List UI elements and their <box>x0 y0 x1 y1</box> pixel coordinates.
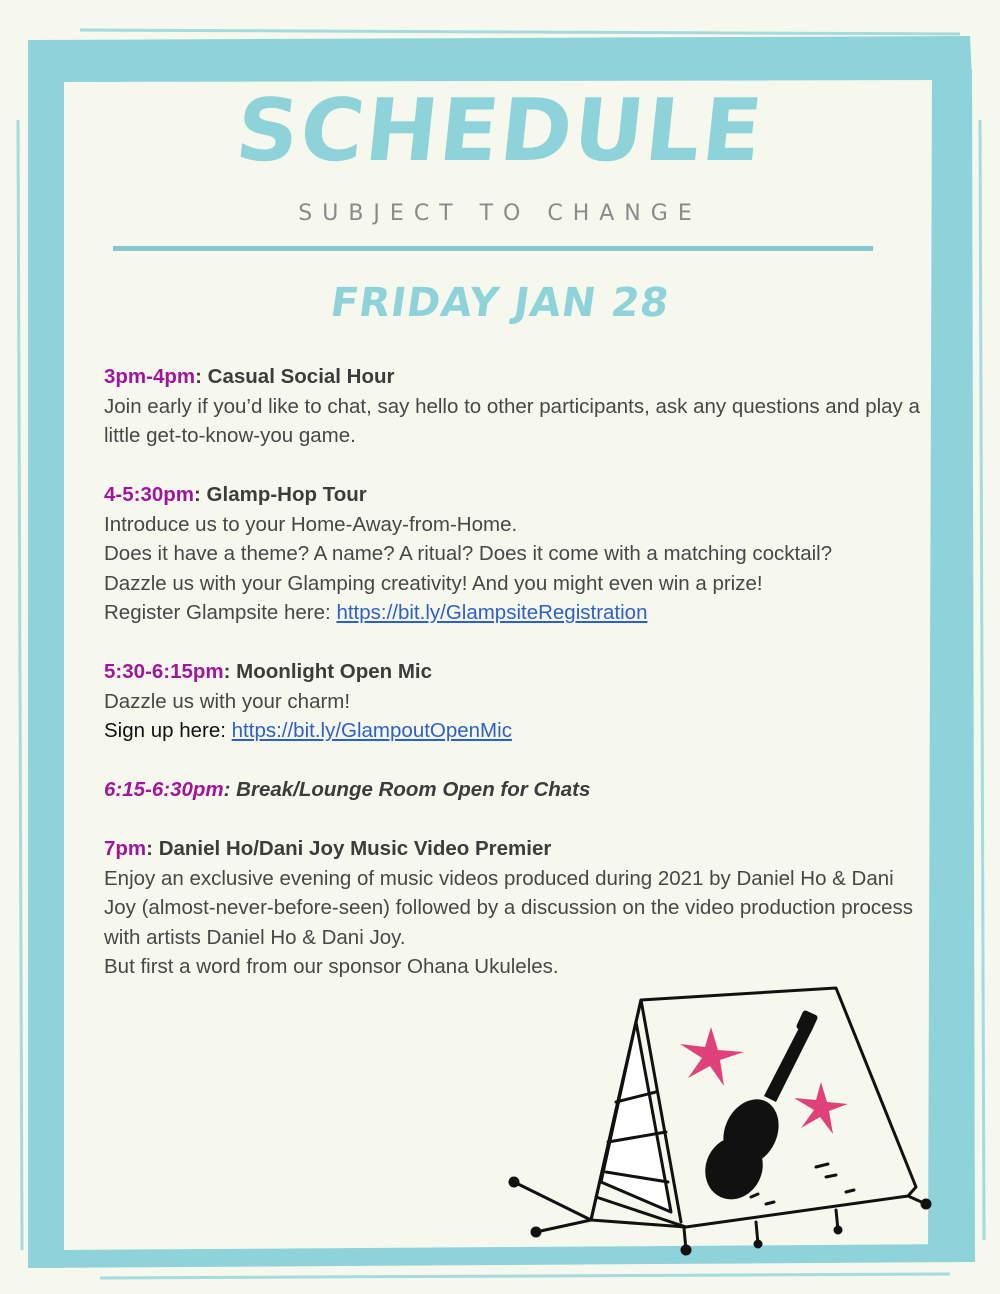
signup-line <box>104 716 924 746</box>
event-time: 5:30-6:15pm <box>104 660 224 683</box>
event-casual-social-hour <box>104 362 924 451</box>
event-time: 4-5:30pm <box>104 483 195 506</box>
event-title: Break/Lounge Room Open for Chats <box>236 778 591 801</box>
event-description-line: Introduce us to your Home-Away-from-Home. <box>104 512 518 536</box>
event-break-lounge <box>104 775 924 805</box>
event-music-video-premier <box>104 834 924 982</box>
event-description-line: Dazzle us with your Glamping creativity! And you might even win a prize! <box>104 571 763 595</box>
event-heading: 3pm-4pm: Casual Social Hour <box>104 365 395 388</box>
event-title: Glamp-Hop Tour <box>206 483 367 506</box>
page-title: SCHEDULE <box>231 81 769 181</box>
event-description-line: Enjoy an exclusive evening of music videos produced during 2021 by Daniel Ho & Dani Joy (almost-never-before-seen) followed by a discussion on the video production process with artists Daniel Ho & Dani Joy. <box>104 866 914 949</box>
day-heading: FRIDAY JAN 28 <box>327 280 673 326</box>
event-title: Casual Social Hour <box>207 365 395 388</box>
open-mic-signup-link[interactable]: https://bit.ly/GlampoutOpenMic <box>231 719 512 742</box>
title-divider <box>113 246 873 251</box>
event-description-line: Dazzle us with your charm! <box>104 689 351 713</box>
event-description-line: But first a word from our sponsor Ohana Ukuleles. <box>104 955 559 978</box>
event-moonlight-open-mic <box>104 657 924 746</box>
event-time: 7pm <box>104 837 147 860</box>
signup-prefix: Sign up here: <box>104 719 232 742</box>
registration-line <box>104 598 924 628</box>
event-heading: 5:30-6:15pm: Moonlight Open Mic <box>104 660 433 683</box>
event-description: Join early if you’d like to chat, say hello to other participants, ask any questions and play a little get-to-know-you game. <box>104 394 920 447</box>
glampsite-registration-link[interactable]: https://bit.ly/GlampsiteRegistration <box>336 601 648 624</box>
event-heading: 4-5:30pm: Glamp-Hop Tour <box>104 483 367 506</box>
schedule-list <box>104 362 924 1011</box>
event-time: 6:15-6:30pm <box>104 778 224 801</box>
event-title: Moonlight Open Mic <box>236 660 433 683</box>
event-time: 3pm-4pm <box>104 365 196 388</box>
event-description-line: Does it have a theme? A name? A ritual? Does it come with a matching cocktail? <box>104 542 833 565</box>
event-heading: 6:15-6:30pm: Break/Lounge Room Open for Chats <box>104 778 591 801</box>
page-subtitle: SUBJECT TO CHANGE <box>298 201 702 226</box>
event-glamp-hop-tour <box>104 480 924 628</box>
event-heading: 7pm: Daniel Ho/Dani Joy Music Video Premier <box>104 837 552 860</box>
event-title: Daniel Ho/Dani Joy Music Video Premier <box>158 837 552 860</box>
tent-icon <box>496 982 936 1262</box>
registration-prefix: Register Glampsite here: <box>104 601 337 624</box>
